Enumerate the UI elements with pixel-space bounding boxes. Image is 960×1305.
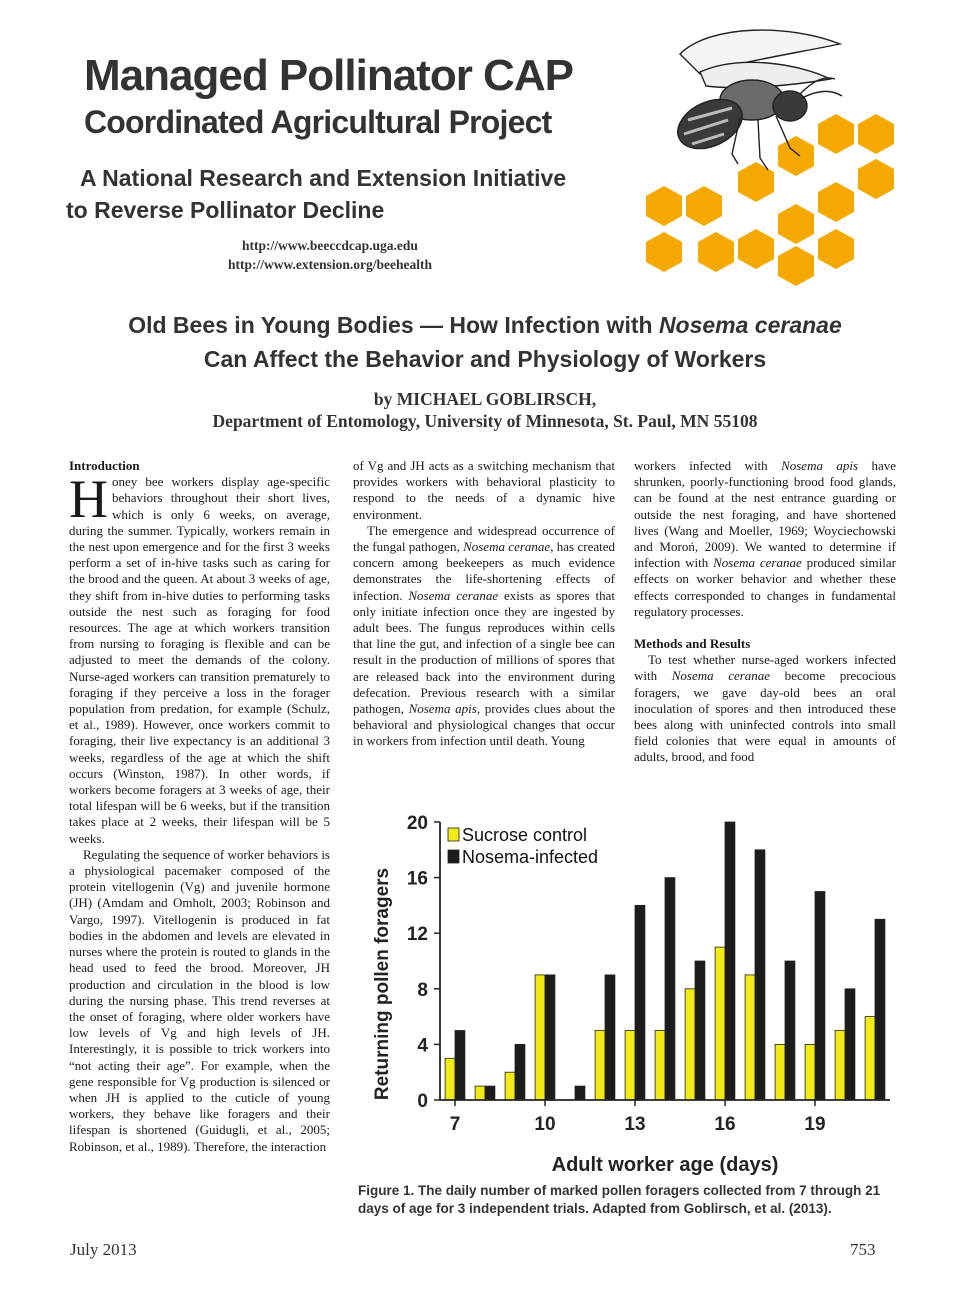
- bar-sucrose-control-day-13: [625, 1031, 635, 1101]
- bar-sucrose-control-day-14: [655, 1031, 665, 1101]
- x-tick-label: 19: [804, 1114, 826, 1135]
- y-tick-label: 16: [406, 868, 428, 890]
- paragraph: Honey bee workers display age-specific behaviors throughout their short lives, which is only 6 weeks, on average, during the summer. Typically, workers remain in the nest upon emergence and for the first 3 weeks perform a set of in-hive tasks such as caring for the brood and the queen. At about 3 weeks of age, they shift from in-hive duties to performing tasks outside the nest such as foraging for food resources. The age at which workers transition from nursing to foraging is flexible and can be adjusted to meet the demands of the colony. Nurse-aged workers can transition prematurely to foraging if they perceive a loss in the forager population from predation, for example (Schulz, et al., 1989). However, once workers commit to foraging, their live expectancy is an additional 3 weeks, regardless of the age at which the shift occurs (Winston, 1987). In other words, if workers become foragers at 3 weeks of age, their total lifespan will be 6 weeks, but if the transition takes place at 2 weeks, their lifespan will be 5 weeks.: [69, 469, 330, 846]
- page-number: 753: [850, 1240, 876, 1259]
- x-tick-label: 13: [624, 1114, 646, 1135]
- link-beeccdcap[interactable]: http://www.beeccdcap.uga.edu: [242, 238, 418, 253]
- y-tick-label: 0: [417, 1091, 428, 1112]
- bar-sucrose-control-day-19: [805, 1044, 815, 1100]
- article-title-line-2: Can Affect the Behavior and Physiology of Workers: [203, 346, 767, 372]
- legend-swatch-sucrose-control: [448, 828, 459, 841]
- bar-nosema-infected-day-13: [635, 905, 645, 1100]
- issue-date: July 2013: [70, 1240, 137, 1259]
- author: by MICHAEL GOBLIRSCH,: [373, 389, 597, 409]
- bar-nosema-infected-day-9: [515, 1044, 525, 1100]
- bar-sucrose-control-day-7: [445, 1058, 455, 1100]
- bar-nosema-infected-day-18: [785, 961, 795, 1100]
- x-tick-label: 10: [534, 1114, 556, 1135]
- paragraph: of Vg and JH acts as a switching mechanism that provides workers with behavioral plasticity to respond to the needs of a dynamic hive environment.: [353, 458, 615, 522]
- pollen-forager-bar-chart: [358, 808, 903, 1186]
- bar-sucrose-control-day-16: [715, 947, 725, 1100]
- bar-nosema-infected-day-16: [725, 822, 735, 1100]
- bar-nosema-infected-day-17: [755, 850, 765, 1100]
- bar-sucrose-control-day-12: [595, 1031, 605, 1101]
- header-links: [180, 236, 480, 274]
- paragraph: To test whether nurse-aged workers infected with Nosema ceranae become precocious foragers, we gave day-old bees an oral inoculation of spores and then introduced these bees along with uninfected controls into small field colonies that were equal in amounts of adults, brood, and food: [634, 652, 896, 765]
- text-column-3: [634, 458, 896, 766]
- bar-nosema-infected-day-8: [485, 1086, 495, 1100]
- bar-nosema-infected-day-20: [845, 989, 855, 1100]
- bar-nosema-infected-day-19: [815, 892, 825, 1101]
- bar-sucrose-control-day-20: [835, 1031, 845, 1101]
- paragraph: The emergence and widespread occurrence of the fungal pathogen, Nosema ceranae, has created concern among beekeepers as much evidence demonstrates the life-shortening effects of infection. Nosema ceranae exists as spores that only initiate infection once they are ingested by adult bees. The fungus reproduces within cells that line the gut, and infection of a single bee can result in the production of millions of spores that are released back into the environment during defecation. Previous research with a similar pathogen, Nosema apis, provides clues about the behavioral and physiological changes that occur in workers from infection until death. Young: [353, 522, 615, 749]
- bar-sucrose-control-day-8: [475, 1086, 485, 1100]
- figure-caption: Figure 1. The daily number of marked pollen foragers collected from 7 through 21 days of age for 3 independent trials. Adapted from Goblirsch, et al. (2013).: [358, 1183, 881, 1216]
- tagline-line-2: to Reverse Pollinator Decline: [66, 197, 385, 223]
- paragraph: Regulating the sequence of worker behaviors is a physiological pacemaker composed of the protein vitellogenin (Vg) and juvenile hormone (JH) (Amdam and Omholt, 2003; Robinson and Vargo, 1997). Vitellogenin is produced in fat bodies in the abdomen and levels are elevated in nurses where the protein is routed to glands in the head used to feed the brood. Moreover, JH production and circulation in the blood is low during the nursing phase. This trend reverses at the onset of foraging, where older workers have low levels of Vg and high levels of JH. Interestingly, it is possible to trick workers into “not acting their age”. For example, when the gene responsible for Vg production is silenced or when JH is applied to the cuticle of young workers, they behave like foragers and their lifespan is shortened (Guidugli, et al., 2005; Robinson, et al., 1989). Therefore, the interaction: [69, 846, 330, 1154]
- bar-sucrose-control-day-15: [685, 989, 695, 1100]
- y-tick-label: 12: [406, 924, 428, 946]
- legend-label-sucrose-control: Sucrose control: [462, 825, 588, 845]
- bar-sucrose-control-day-21: [865, 1017, 875, 1100]
- link-extension[interactable]: http://www.extension.org/beehealth: [228, 257, 432, 272]
- text-column-2: [353, 458, 615, 750]
- y-tick-label: 4: [417, 1035, 428, 1057]
- x-tick-label: 16: [714, 1114, 736, 1135]
- bar-nosema-infected-day-11: [575, 1086, 585, 1100]
- bar-nosema-infected-day-12: [605, 975, 615, 1100]
- x-tick-label: 7: [449, 1114, 461, 1135]
- publication-subtitle: Coordinated Agricultural Project: [84, 104, 552, 140]
- bar-sucrose-control-day-18: [775, 1044, 785, 1100]
- tagline-line-1: A National Research and Extension Initiative: [80, 165, 567, 191]
- bar-sucrose-control-day-9: [505, 1072, 515, 1100]
- bar-sucrose-control-day-17: [745, 975, 755, 1100]
- section-heading-methods: Methods and Results: [634, 636, 751, 652]
- publication-title: Managed Pollinator CAP: [84, 51, 573, 100]
- bar-nosema-infected-day-10: [545, 975, 555, 1100]
- y-tick-label: 20: [406, 813, 428, 834]
- publication-tagline: [66, 162, 646, 226]
- article-title: [40, 308, 930, 376]
- bar-sucrose-control-day-10: [535, 975, 545, 1100]
- affiliation: Department of Entomology, University of Minnesota, St. Paul, MN 55108: [212, 411, 758, 431]
- article-title-line-1: Old Bees in Young Bodies — How Infection with Nosema ceranae: [128, 312, 842, 338]
- y-tick-label: 8: [417, 979, 428, 1001]
- legend-swatch-nosema-infected: [448, 850, 459, 863]
- bar-nosema-infected-day-15: [695, 961, 705, 1100]
- legend-label-nosema-infected: Nosema-infected: [462, 847, 599, 867]
- section-heading-introduction: Introduction: [69, 458, 140, 473]
- y-axis-label: Returning pollen foragers: [372, 867, 393, 1101]
- paragraph: workers infected with Nosema apis have shrunken, poorly-functioning brood food glands, can be found at the nest entrance guarding or outside the nest foraging, and have shortened lives (Wang and Moeller, 1969; Woyciechowski and Moroń, 2009). We wanted to determine if infection with Nosema ceranae produced similar effects on worker behavior and whether these effects corresponded to changes in fundamental regulatory processes.: [634, 458, 896, 619]
- bar-nosema-infected-day-7: [455, 1031, 465, 1101]
- byline: [40, 388, 930, 432]
- text-column-1: [69, 458, 330, 1155]
- bee-icon: [670, 30, 842, 170]
- x-axis-label: Adult worker age (days): [551, 1154, 779, 1176]
- drop-cap: H: [69, 469, 108, 530]
- bar-nosema-infected-day-21: [875, 919, 885, 1100]
- bee-honeycomb-logo: [640, 24, 910, 286]
- bar-nosema-infected-day-14: [665, 878, 675, 1100]
